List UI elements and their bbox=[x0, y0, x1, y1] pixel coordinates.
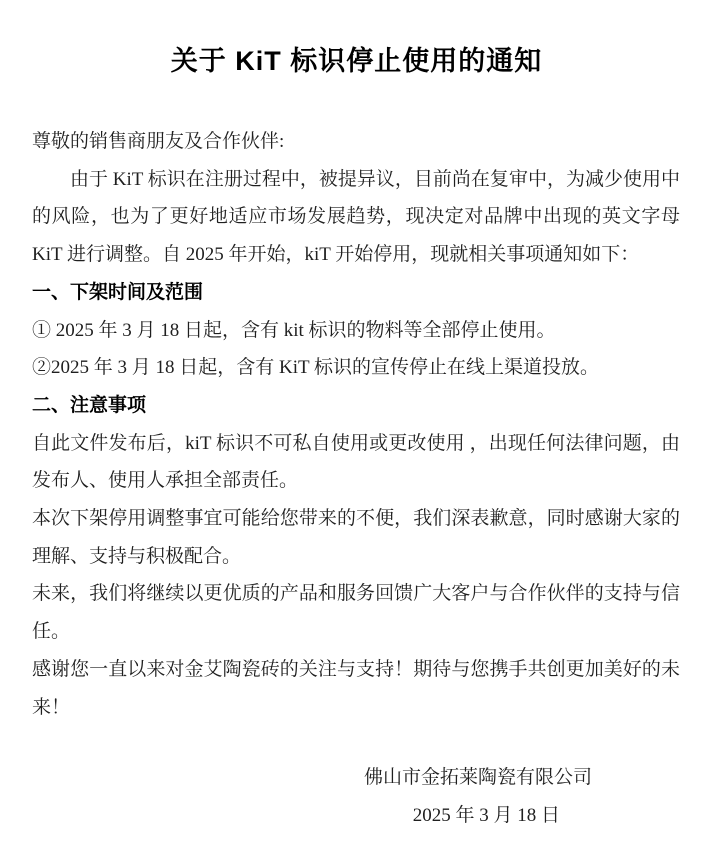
notice-title: 关于 KiT 标识停止使用的通知 bbox=[170, 46, 543, 76]
signature-date: 2025 年 3 月 18 日 bbox=[412, 805, 560, 827]
salutation: 尊敬的销售商朋友及合作伙伴: bbox=[32, 131, 285, 152]
section-2-paragraph-1: 自此文件发布后，kiT 标识不可私自使用或更改使用 ，出现任何法律问题，由发布人、使用人承担全部责任。 bbox=[32, 432, 680, 492]
signature-block bbox=[32, 759, 680, 835]
signature-company: 佛山市金拓莱陶瓷有限公司 bbox=[363, 767, 592, 789]
section-1-heading: 一、下架时间及范围 bbox=[32, 281, 204, 303]
intro-paragraph: 由于 KiT 标识在注册过程中，被提异议，目前尚在复审中，为减少使用中的风险，也为了更好地适应市场发展趋势，现决定对品牌中出现的英文字母 KiT 进行调整。自 2025 年开始，kiT 开始停用，现就相关事项通知如下： bbox=[32, 168, 680, 266]
section-2-paragraph-3: 未来，我们将继续以更优质的产品和服务回馈广大客户与合作伙伴的支持与信任。 bbox=[32, 583, 680, 643]
notice-document-page bbox=[0, 42, 713, 868]
section-1-item-2: ②2025 年 3 月 18 日起，含有 KiT 标识的宣传停止在线上渠道投放。 bbox=[32, 357, 600, 379]
notice-body bbox=[0, 123, 713, 835]
section-2-heading: 二、注意事项 bbox=[32, 394, 147, 416]
section-1-item-1: ① 2025 年 3 月 18 日起，含有 kit 标识的物料等全部停止使用。 bbox=[32, 319, 556, 341]
section-2-paragraph-4: 感谢您一直以来对金艾陶瓷砖的关注与支持！期待与您携手共创更加美好的未来！ bbox=[32, 658, 680, 718]
section-2-paragraph-2: 本次下架停用调整事宜可能给您带来的不便，我们深表歉意，同时感谢大家的理解、支持与积极配合。 bbox=[32, 508, 680, 567]
